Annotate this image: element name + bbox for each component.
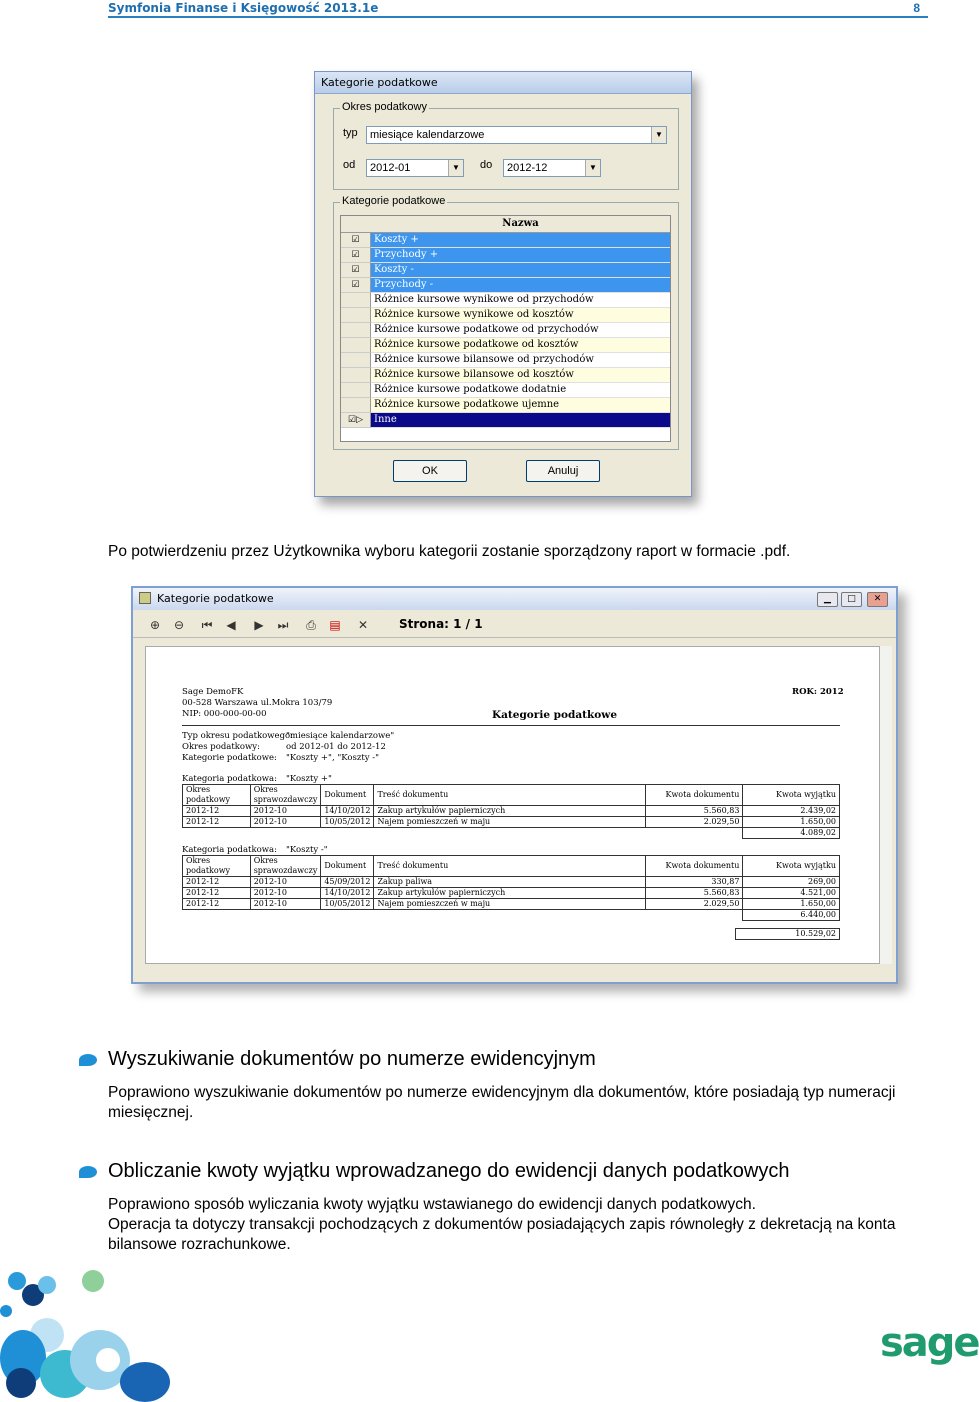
od-select-value: 2012-01	[370, 162, 411, 174]
vertical-scrollbar[interactable]	[878, 646, 892, 964]
do-label: do	[480, 159, 493, 171]
category-row[interactable]	[341, 323, 670, 338]
table-header-cell: Okres sprawozdawczy	[250, 785, 321, 806]
table-cell: 269,00	[743, 877, 840, 888]
bullet-icon	[79, 1166, 97, 1178]
category-name: Różnice kursowe podatkowe dodatnie	[371, 383, 670, 398]
section2-table	[182, 855, 840, 921]
table-cell: 2.029,50	[645, 817, 743, 828]
sage-logo: sage	[880, 1320, 979, 1366]
table-header-cell: Okres podatkowy	[183, 856, 251, 877]
period-group-label: Okres podatkowy	[342, 101, 427, 113]
param-value: "Koszty +", "Koszty -"	[286, 753, 380, 763]
table-cell: 10/05/2012	[321, 899, 374, 910]
section-total: 6.440,00	[743, 910, 840, 921]
table-cell: Najem pomieszczeń w maju	[374, 899, 645, 910]
grand-total: 10.529,02	[736, 929, 840, 940]
table-header-cell: Dokument	[321, 785, 374, 806]
table-cell: 1.650,00	[743, 899, 840, 910]
param-value: od 2012-01 do 2012-12	[286, 742, 386, 752]
page-header	[108, 0, 928, 18]
first-page-icon[interactable]: ⏮	[201, 618, 213, 632]
categories-grid	[340, 215, 671, 442]
empty-checkbox[interactable]	[341, 383, 371, 398]
empty-checkbox[interactable]	[341, 323, 371, 338]
param-key: Typ okresu podatkowego:	[182, 731, 293, 741]
table-cell: 2012-12	[183, 877, 251, 888]
chevron-down-icon[interactable]: ▼	[651, 127, 666, 143]
table-header-cell: Kwota dokumentu	[645, 785, 743, 806]
category-name: Różnice kursowe podatkowe od przychodów	[371, 323, 670, 338]
category-row[interactable]	[341, 368, 670, 383]
table-cell: 14/10/2012	[321, 806, 374, 817]
report-icon	[139, 592, 151, 604]
table-header-cell: Treść dokumentu	[374, 785, 645, 806]
category-row[interactable]	[341, 263, 670, 278]
minimize-icon[interactable]: ▁	[817, 592, 838, 607]
table-cell: 2012-12	[183, 899, 251, 910]
maximize-icon[interactable]: □	[841, 592, 862, 607]
report-window-title	[133, 588, 896, 610]
empty-checkbox[interactable]	[341, 293, 371, 308]
section1-body: Poprawiono wyszukiwanie dokumentów po numerze ewidencyjnym dla dokumentów, które posiadają typ numeracji miesięcznej.	[108, 1084, 896, 1121]
report-toolbar	[133, 610, 896, 638]
table-cell: 2012-10	[250, 899, 321, 910]
checkbox-icon[interactable]: ☑	[341, 263, 371, 278]
empty-checkbox[interactable]	[341, 338, 371, 353]
close-report-icon[interactable]: ✕	[357, 618, 369, 632]
table-total-row	[183, 828, 840, 839]
typ-select[interactable]	[366, 126, 667, 144]
table-header-cell: Kwota wyjątku	[743, 856, 840, 877]
next-page-icon[interactable]: ▶	[254, 618, 264, 632]
category-row[interactable]	[341, 338, 670, 353]
pdf-icon[interactable]: ▤	[329, 618, 341, 632]
table-header-row	[183, 785, 840, 806]
previous-page-icon[interactable]: ◀	[226, 618, 236, 632]
checkbox-icon[interactable]: ☑	[341, 278, 371, 293]
table-row	[183, 817, 840, 828]
category-name: Inne	[371, 413, 670, 428]
table-cell: 2012-10	[250, 888, 321, 899]
report-window-title-text: Kategorie podatkowe	[157, 592, 274, 605]
section-total: 4.089,02	[743, 828, 840, 839]
document-title: Symfonia Finanse i Księgowość 2013.1e	[108, 1, 379, 15]
table-cell: 10/05/2012	[321, 817, 374, 828]
empty-checkbox[interactable]	[341, 398, 371, 413]
table-row	[183, 806, 840, 817]
table-cell: 2.439,02	[743, 806, 840, 817]
checkbox-icon[interactable]: ☑▷	[341, 413, 371, 428]
table-cell: 2012-10	[250, 817, 321, 828]
page-number: 8	[913, 1, 920, 15]
category-row[interactable]	[341, 293, 670, 308]
table-header-cell: Treść dokumentu	[374, 856, 645, 877]
table-header-cell: Kwota dokumentu	[645, 856, 743, 877]
category-row[interactable]	[341, 248, 670, 263]
category-name: Różnice kursowe bilansowe od kosztów	[371, 368, 670, 383]
table-cell: 2012-12	[183, 806, 251, 817]
section2-body2: Operacja ta dotyczy transakcji pochodzących z dokumentów posiadających zapis równoległy z dekretacją na konta bilansowe rozrachunkowe.	[108, 1216, 896, 1253]
table-cell: Zakup artykułów papierniczych	[374, 888, 645, 899]
table-cell: 5.560,83	[645, 806, 743, 817]
section2-body1: Poprawiono sposób wyliczania kwoty wyjątku wstawianego do ewidencji danych podatkowych.	[108, 1196, 756, 1213]
empty-checkbox[interactable]	[341, 368, 371, 383]
table-header-cell: Okres sprawozdawczy	[250, 856, 321, 877]
table-cell: 5.560,83	[645, 888, 743, 899]
close-icon[interactable]: ✕	[867, 592, 888, 607]
table-row	[183, 888, 840, 899]
last-page-icon[interactable]: ⏭	[277, 618, 289, 632]
category-row[interactable]	[341, 413, 670, 428]
od-select[interactable]	[366, 159, 464, 177]
table-header-cell: Kwota wyjątku	[743, 785, 840, 806]
chevron-down-icon[interactable]: ▼	[585, 160, 600, 176]
section1-table	[182, 784, 840, 839]
table-header-row	[183, 856, 840, 877]
section2-value: "Koszty -"	[286, 845, 328, 855]
checkbox-icon[interactable]: ☑	[341, 248, 371, 263]
section2-heading: Obliczanie kwoty wyjątku wprowadzanego do ewidencji danych podatkowych	[108, 1160, 790, 1182]
dialog-title: Kategorie podatkowe	[315, 72, 691, 94]
table-cell: 4.521,00	[743, 888, 840, 899]
report-title: Kategorie podatkowe	[492, 709, 618, 721]
table-cell: 2012-12	[183, 888, 251, 899]
category-row[interactable]	[341, 233, 670, 248]
param-value: "miesiące kalendarzowe"	[286, 731, 395, 741]
company-name: Sage DemoFK	[182, 687, 244, 697]
table-cell: 1.650,00	[743, 817, 840, 828]
section1-heading: Wyszukiwanie dokumentów po numerze ewidencyjnym	[108, 1048, 596, 1070]
empty-checkbox[interactable]	[341, 308, 371, 323]
company-address: 00-528 Warszawa ul.Mokra 103/79	[182, 698, 333, 708]
period-group	[333, 101, 679, 190]
table-cell: 2.029,50	[645, 899, 743, 910]
category-row[interactable]	[341, 278, 670, 293]
category-name: Przychody -	[371, 278, 670, 293]
empty-checkbox[interactable]	[341, 353, 371, 368]
typ-select-value: miesiące kalendarzowe	[370, 129, 485, 141]
report-year: ROK: 2012	[792, 687, 844, 697]
company-nip: NIP: 000-000-00-00	[182, 709, 267, 719]
grand-total-box	[735, 928, 840, 940]
section2-label: Kategoria podatkowa:	[182, 845, 277, 855]
page-indicator: Strona: 1 / 1	[399, 617, 483, 631]
category-name: Różnice kursowe wynikowe od kosztów	[371, 308, 670, 323]
table-cell: Najem pomieszczeń w maju	[374, 817, 645, 828]
category-name: Koszty +	[371, 233, 670, 248]
category-name: Różnice kursowe podatkowe od kosztów	[371, 338, 670, 353]
category-name: Różnice kursowe wynikowe od przychodów	[371, 293, 670, 308]
typ-label: typ	[343, 127, 358, 139]
table-header-cell: Dokument	[321, 856, 374, 877]
category-row[interactable]	[341, 383, 670, 398]
table-row	[183, 899, 840, 910]
do-select[interactable]	[503, 159, 601, 177]
categories-group-label: Kategorie podatkowe	[342, 195, 446, 207]
ok-button[interactable]: OK	[393, 460, 467, 482]
zoom-out-icon[interactable]: ⊖	[173, 618, 185, 632]
checkbox-icon[interactable]: ☑	[341, 233, 371, 248]
cancel-button[interactable]: Anuluj	[526, 460, 600, 482]
od-label: od	[343, 159, 356, 171]
category-name: Różnice kursowe bilansowe od przychodów	[371, 353, 670, 368]
section1-value: "Koszty +"	[286, 774, 332, 784]
divider	[182, 725, 840, 726]
table-cell: Zakup paliwa	[374, 877, 645, 888]
table-cell: 2012-12	[183, 817, 251, 828]
do-select-value: 2012-12	[507, 162, 548, 174]
category-name: Różnice kursowe podatkowe ujemne	[371, 398, 670, 413]
section1-label: Kategoria podatkowa:	[182, 774, 277, 784]
table-row	[183, 877, 840, 888]
chevron-down-icon[interactable]: ▼	[448, 160, 463, 176]
table-cell: 330,87	[645, 877, 743, 888]
print-icon[interactable]: ⎙	[306, 618, 316, 632]
bullet-icon	[79, 1054, 97, 1066]
grid-column-header: Nazwa	[341, 216, 670, 233]
zoom-in-icon[interactable]: ⊕	[149, 618, 161, 632]
report-page	[145, 646, 880, 964]
table-cell: Zakup artykułów papierniczych	[374, 806, 645, 817]
category-row[interactable]	[341, 398, 670, 413]
param-key: Okres podatkowy:	[182, 742, 260, 752]
table-cell: 14/10/2012	[321, 888, 374, 899]
category-name: Koszty -	[371, 263, 670, 278]
table-header-cell: Okres podatkowy	[183, 785, 251, 806]
category-row[interactable]	[341, 308, 670, 323]
table-total-row	[183, 910, 840, 921]
table-cell: 45/09/2012	[321, 877, 374, 888]
paragraph-intro: Po potwierdzeniu przez Użytkownika wyboru kategorii zostanie sporządzony raport w formacie .pdf.	[108, 543, 791, 560]
category-name: Przychody +	[371, 248, 670, 263]
table-cell: 2012-10	[250, 806, 321, 817]
category-row[interactable]	[341, 353, 670, 368]
report-window	[131, 586, 898, 984]
table-cell: 2012-10	[250, 877, 321, 888]
param-key: Kategorie podatkowe:	[182, 753, 277, 763]
